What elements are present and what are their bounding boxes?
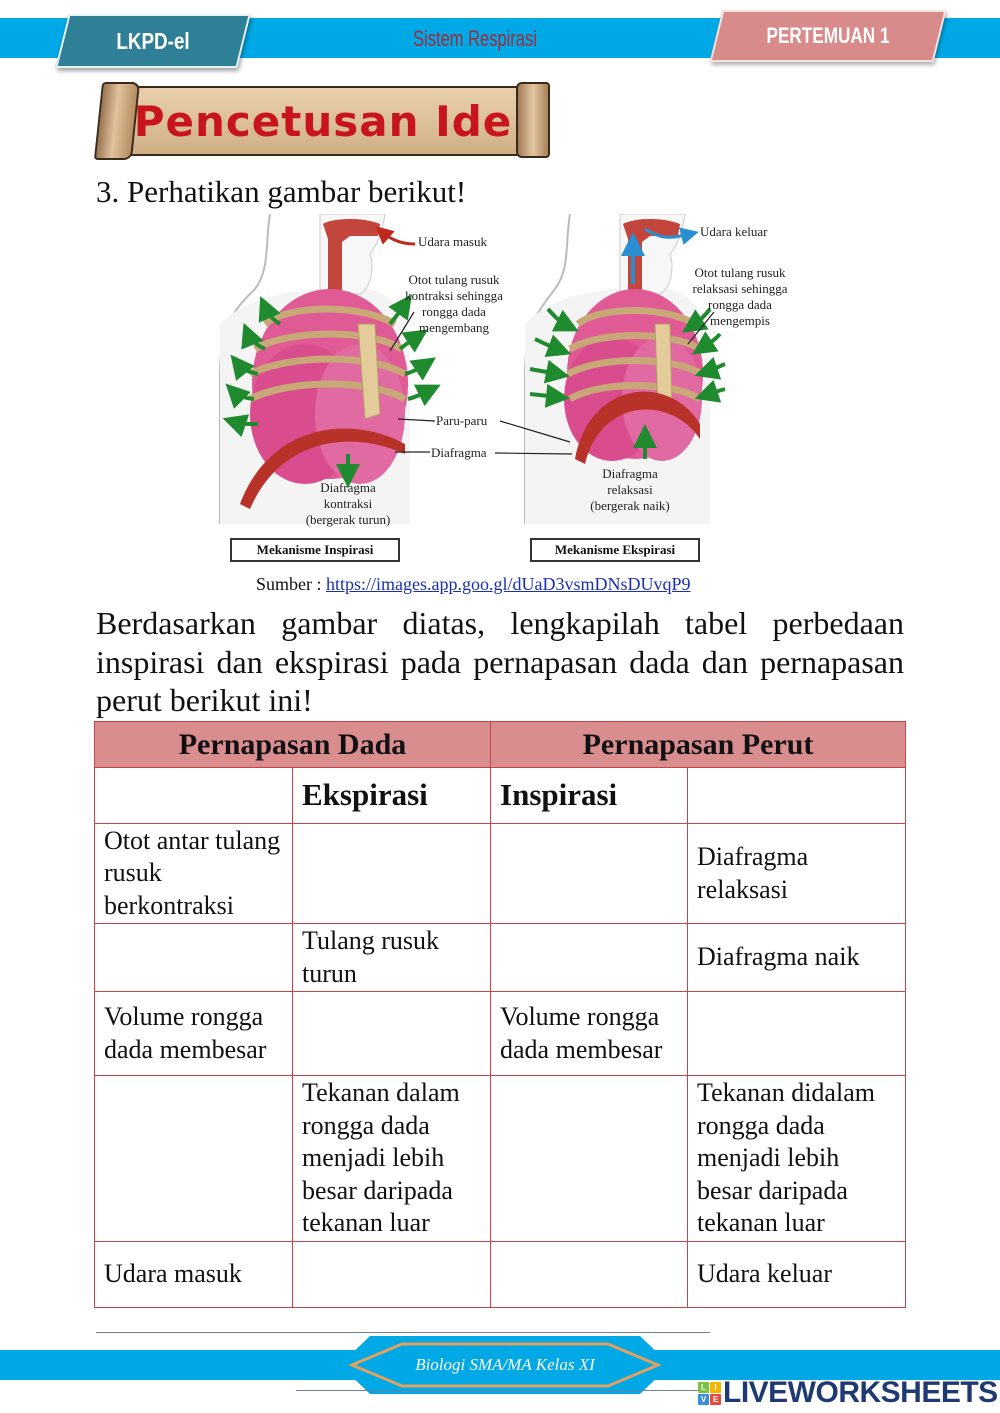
answer-cell[interactable]: [491, 1242, 688, 1308]
answer-cell[interactable]: [95, 1076, 293, 1242]
answer-cell[interactable]: [95, 924, 293, 992]
table-cell: Tekanan didalam rongga dada menjadi lebih besar daripada tekanan luar: [688, 1076, 906, 1242]
inspiration-diaphragm-label: Diafragma kontraksi (bergerak turun): [305, 480, 391, 527]
table-cell: Volume rongga dada membesar: [95, 992, 293, 1076]
answer-cell[interactable]: [293, 824, 491, 924]
question-number: 3.: [96, 174, 120, 209]
answer-cell[interactable]: [491, 924, 688, 992]
table-cell: Diafragma naik: [688, 924, 906, 992]
table-cell: Tulang rusuk turun: [293, 924, 491, 992]
table-cell: Diafragma relaksasi: [688, 824, 906, 924]
footer-subject: Biologi SMA/MA Kelas XI: [415, 1355, 595, 1374]
source-link[interactable]: https://images.app.goo.gl/dUaD3vsmDNsDUvqP9: [326, 574, 691, 594]
expiration-air-label: Udara keluar: [700, 224, 768, 239]
answer-cell[interactable]: [293, 992, 491, 1076]
section-banner: [98, 80, 550, 162]
table-row: [95, 1242, 906, 1308]
question-text: Perhatikan gambar berikut!: [127, 174, 467, 209]
inspiration-caption: Mekanisme Inspirasi: [230, 538, 400, 562]
respiration-diagram: [210, 214, 810, 566]
expiration-rib-label: Otot tulang rusuk relaksasi sehingga rongga dada mengempis: [692, 265, 788, 328]
answer-cell[interactable]: [491, 1076, 688, 1242]
diaphragm-label: Diafragma: [431, 445, 487, 460]
question-heading: [96, 172, 466, 212]
table-cell: Otot antar tulang rusuk berkontraksi: [95, 824, 293, 924]
table-row: [95, 992, 906, 1076]
scroll-roll-right: [516, 82, 550, 158]
instruction-paragraph: Berdasarkan gambar diatas, lengkapilah tabel perbedaan inspirasi dan ekspirasi pada pernapasan dada dan pernapasan perut berikut ini!: [96, 605, 904, 718]
table-row: [95, 1076, 906, 1242]
table-header-row: [95, 722, 906, 768]
answer-cell[interactable]: [491, 824, 688, 924]
lkpd-tag: LKPD-el: [116, 27, 190, 54]
expiration-caption: Mekanisme Ekspirasi: [530, 538, 700, 562]
table-cell: Tekanan dalam rongga dada menjadi lebih besar daripada tekanan luar: [293, 1076, 491, 1242]
header-abdominal-breathing: Pernapasan Perut: [491, 722, 906, 768]
inspiration-rib-label: Otot tulang rusuk kontraksi sehingga rongga dada mengembang: [405, 272, 503, 335]
subheader-inspiration: Inspirasi: [491, 768, 688, 824]
meeting-tag: PERTEMUAN 1: [766, 23, 890, 48]
answer-cell[interactable]: [688, 992, 906, 1076]
subheader-input-1[interactable]: [95, 768, 293, 824]
lungs-label: Paru-paru: [436, 413, 488, 428]
inspiration-figure: [220, 214, 435, 524]
source-label: Sumber :: [256, 574, 322, 594]
image-source: [256, 572, 691, 596]
inspiration-air-label: Udara masuk: [418, 234, 487, 249]
comparison-table: [94, 721, 906, 1308]
table-cell: Volume rongga dada membesar: [491, 992, 688, 1076]
section-title: Pencetusan Ide: [133, 96, 513, 146]
subheader-input-4[interactable]: [688, 768, 906, 824]
table-subheader-row: [95, 768, 906, 824]
footer-divider-top: [96, 1332, 710, 1333]
footer-divider-bottom: [296, 1390, 700, 1391]
table-row: [95, 824, 906, 924]
expiration-diaphragm-label: Diafragma relaksasi (bergerak naik): [590, 466, 670, 513]
table-cell: Udara masuk: [95, 1242, 293, 1308]
answer-cell[interactable]: [293, 1242, 491, 1308]
subheader-expiration: Ekspirasi: [293, 768, 491, 824]
header-chest-breathing: Pernapasan Dada: [95, 722, 491, 768]
liveworksheets-brand[interactable]: [698, 1376, 998, 1410]
liveworksheets-logo-icon: L I V E: [698, 1382, 721, 1405]
table-row: [95, 924, 906, 992]
header-title: Sistem Respirasi: [413, 26, 537, 51]
table-cell: Udara keluar: [688, 1242, 906, 1308]
liveworksheets-wordmark: LIVEWORKSHEETS: [723, 1376, 998, 1409]
